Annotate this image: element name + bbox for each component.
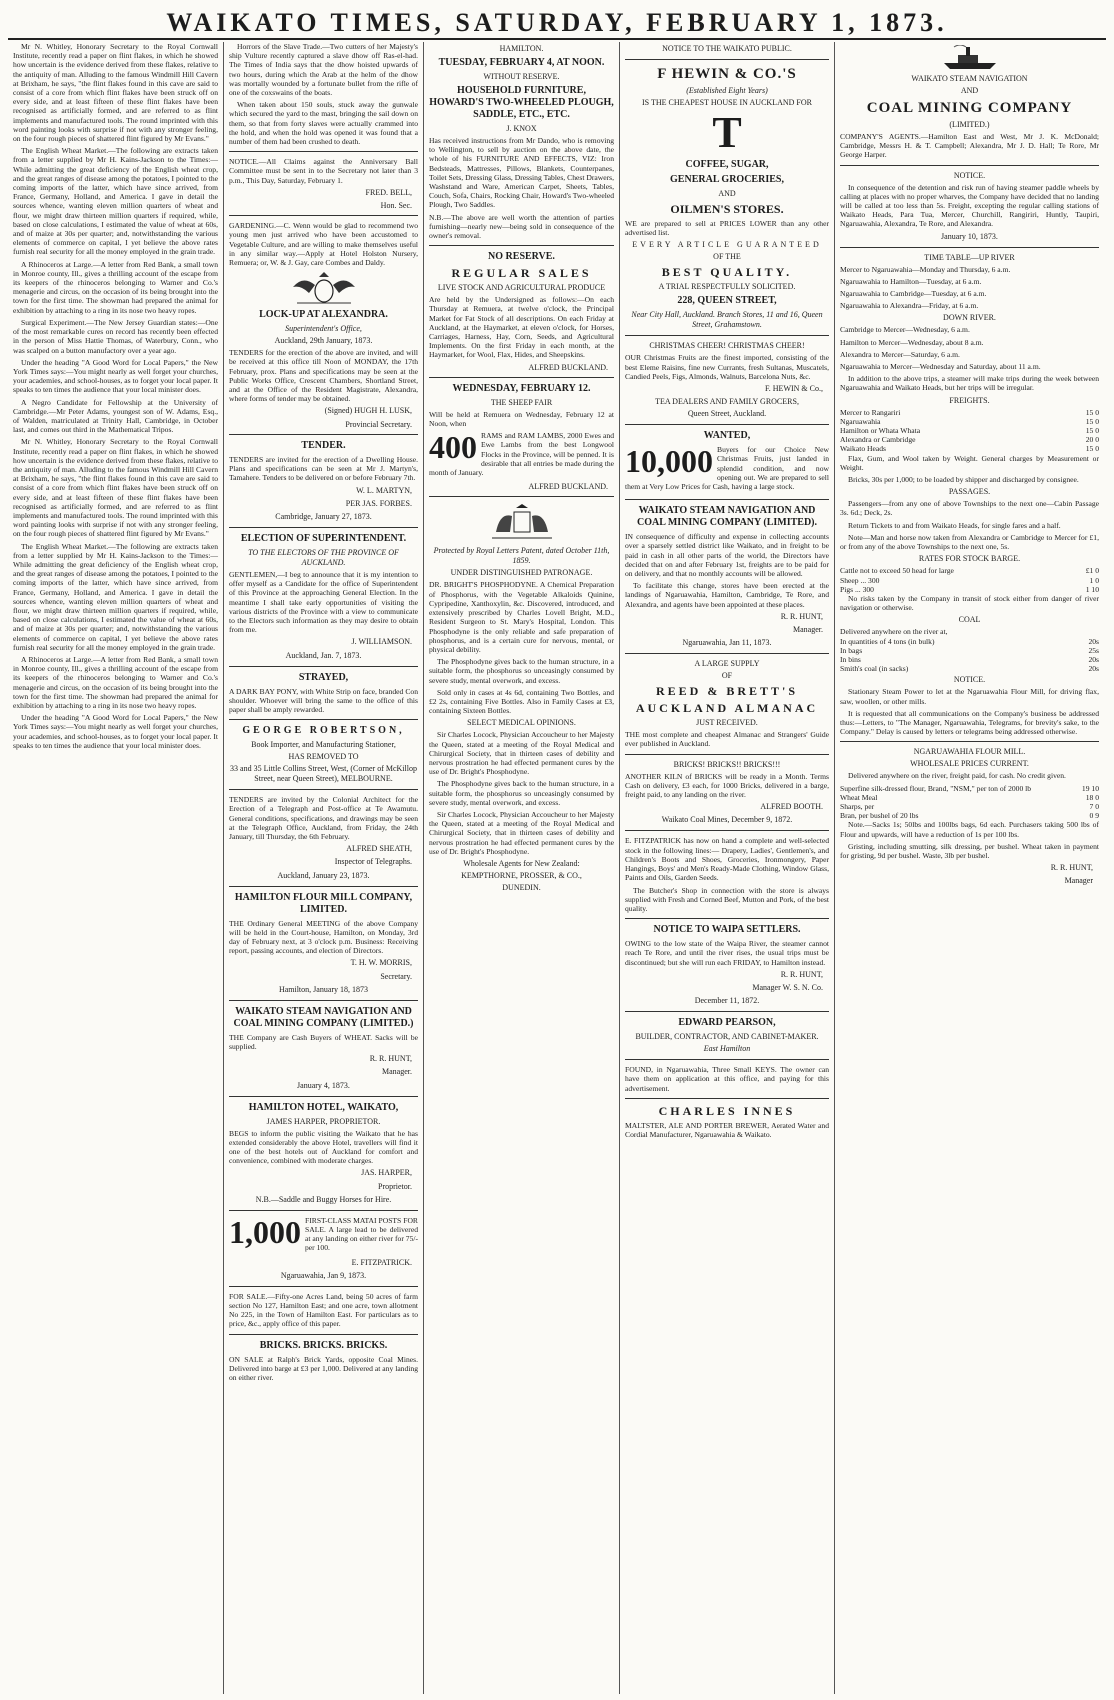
near-city-hall: Near City Hall, Auckland. Branch Stores, 11 and 16, Queen Street, Grahamstown. <box>631 310 823 330</box>
medical-opinions-heading: SELECT MEDICAL OPINIONS. <box>467 718 576 728</box>
christmas-signature: F. HEWIN & Co., <box>764 384 823 394</box>
auctioneer-name: J. KNOX <box>506 124 537 133</box>
timetable-note: In addition to the above trips, a steamer will make trips during the week between Ngaruawahia and Waikato Heads, but her trips will be irregular. <box>840 374 1099 393</box>
lockup-body: TENDERS for the erection of the above are invited, and will be received at this office till Noon of MONDAY, the 17th February, prox. Plans and specifications may be seen at the Public Works Office, Crescent Chambers, Shortland Street, and at the Office of the Resident Magistrate, Alexandra, where forms of tender may be obtained. <box>229 348 418 404</box>
telegraph-date: Auckland, January 23, 1873. <box>277 870 370 880</box>
bricks-heading: BRICKS. BRICKS. BRICKS. <box>259 1339 388 1351</box>
medical-opinions-body: Sir Charles Locock, Physician Accoucheur to her Majesty the Queen, stated at a meeting of the Royal Medical and Chirurgical Society, that in thirteen cases of debility and nervous prostration he had effected permanent cures by the use of Dr. Bright's Phosphodyne. <box>429 730 614 777</box>
and-word: AND <box>718 189 736 198</box>
flour-delivery: Delivered anywhere on the river, freight paid, for cash. No credit given. <box>848 771 1066 781</box>
article-local-papers-cont: Under the heading "A Good Word for Local Papers," the New York Times says:—You might nearly as well forget your churches, your academies, and school-houses, as to forget your local paper. It speaks to ten times the audience that your local minister does. <box>13 713 218 750</box>
newspaper-title: WAIKATO TIMES, SATURDAY, FEBRUARY 1, 1873. <box>166 8 948 37</box>
wholesale-agents: Wholesale Agents for New Zealand: <box>463 858 580 868</box>
wsn-wheat-heading: WAIKATO STEAM NAVIGATION AND COAL MINING COMPANY (LIMITED.) <box>233 1005 414 1029</box>
patronage-line: UNDER DISTINGUISHED PATRONAGE. <box>450 568 593 578</box>
flour-prices-table <box>840 784 1099 821</box>
hotel-signature-title: Proprietor. <box>378 1181 412 1191</box>
passages-heading: PASSAGES. <box>948 487 991 497</box>
divider <box>229 1096 418 1097</box>
sheep-fair-heading: THE SHEEP FAIR <box>490 397 553 407</box>
columns <box>8 42 1106 1694</box>
lockup-signature-title: Provincial Secretary. <box>345 419 412 429</box>
column-4-trade <box>619 42 834 1694</box>
bricks-body: ON SALE at Ralph's Brick Yards, opposite Coal Mines. Delivered into barge at £3 per 1,000. Delivered at any landing on either river. <box>229 1354 418 1383</box>
bricks-rate: Bricks, 30s per 1,000; to be loaded by shipper and discharged by consignee. <box>848 475 1079 485</box>
waipa-heading: NOTICE TO WAIPA SETTLERS. <box>653 924 801 936</box>
flour-mill-heading: HAMILTON FLOUR MILL COMPANY, LIMITED. <box>234 891 413 915</box>
election-heading: ELECTION OF SUPERINTENDENT. <box>240 532 407 544</box>
divider <box>625 653 829 654</box>
just-received: JUST RECEIVED. <box>696 718 758 728</box>
wsn-freight-date: Ngaruawahia, Jan 11, 1873. <box>682 638 772 648</box>
supply-of: OF <box>721 671 733 681</box>
article-wheat-market-cont: The English Wheat Market.—The following are extracts taken from a letter supplied by Mr H. Kains-Jackson to the Times:—While admitting the great deficiency of the English wheat crop, and the great ranges of disease among the potatoes, I pointed to the coming imports of the latter, which have since arrived, from France, Germany, Holland, and America. I gave in detail the sources whence, wanting eleven million quarters of wheat and flour, we might draw thirteen million quarters if required, while, based on close calculations, I estimated the value of wheat at 60s, and of maize at 30s per quarter; and, notwithstanding the various elements of commerce on capital, I yet believe the above rates furnish real security for all the money employed in the grain trade. <box>13 541 218 652</box>
phosphodyne-body-2: The Phosphodyne gives back to the human structure, in a suitable form, the phosphorus so unceasingly consumed by severe study, mental overwork, and excess. <box>429 657 614 685</box>
notice-heading: NOTICE. <box>953 170 986 180</box>
general-groceries: GENERAL GROCERIES, <box>670 174 784 185</box>
rams-body: RAMS and RAM LAMBS, 2000 Ewes and Ewe Lambs from the best Longwool Flocks in the Province, will be penned. It is desirable that all entries be made during the month of January. <box>429 431 614 478</box>
cheapest-house: IS THE CHEAPEST HOUSE IN AUCKLAND FOR <box>642 98 812 107</box>
wanted-heading: WANTED, <box>703 430 751 442</box>
table-row: Wheat Meal 18 0 <box>840 792 1099 802</box>
auction-place: HAMILTON. <box>499 44 544 53</box>
innes-name: CHARLES INNES <box>658 1103 796 1118</box>
divider <box>229 151 418 152</box>
robertson-address: 33 and 35 Little Collins Street, West, (Corner of McKillop Street, near Queen Street), MELBOURNE. <box>230 764 417 784</box>
divider <box>429 377 614 378</box>
of-the: OF THE <box>713 252 741 262</box>
hotel-signature: JAS. HARPER, <box>361 1168 412 1178</box>
timetable-up-1: Mercer to Ngaruawahia—Monday and Thursday, 6 a.m. <box>840 264 1011 274</box>
no-reserve-heading: NO RESERVE. <box>488 251 555 263</box>
coal-table <box>840 627 1099 673</box>
table-row: Hamilton or Whata Whata 15 0 <box>840 426 1099 436</box>
article-surgical-experiment: Surgical Experiment.—The New Jersey Guardian states:—One of the most remarkable cures on record has recently been effected in the person of Miss Hattie Thomas, of Waterbury, Conn., who was scalped on a button manufactory over a year ago. <box>13 317 218 355</box>
column-2-notices <box>223 42 423 1694</box>
trial-solicited: A TRIAL RESPECTFULLY SOLICITED. <box>658 282 796 292</box>
freights-note: Flax, Gum, and Wool taken by Weight. General charges by Measurement or Weight. <box>840 453 1099 472</box>
timetable-up-2: Ngaruawahia to Hamilton—Tuesday, at 6 a.m. <box>840 276 982 286</box>
tender-date: Cambridge, January 27, 1873. <box>275 511 372 521</box>
table-row: Mercer to Rangariri 15 0 <box>840 407 1099 417</box>
bricks-kiln-date: Waikato Coal Mines, December 9, 1872. <box>661 815 793 825</box>
christmas-body: OUR Christmas Fruits are the finest imported, consisting of the best Eleme Raisins, fine new Currants, fresh Sultanas, Muscatels, Candied Peels, Figs, Almonds, Walnuts, Barcelona Nuts, &c. <box>625 353 829 381</box>
christmas-signature-2: TEA DEALERS AND FAMILY GROCERS, <box>655 397 799 407</box>
wsn-freight-body-2: To facilitate this change, stores have been erected at the landings of Ngaruawahia, Hamilton, Cambridge, Te Rore, and Alexandra, and agents have been appointed at these places. <box>625 581 829 609</box>
bricks-kiln-heading: BRICKS! BRICKS!! BRICKS!!! <box>673 759 781 769</box>
divider <box>625 335 829 336</box>
hotel-proprietor: JAMES HARPER, PROPRIETOR. <box>266 1116 381 1126</box>
land-sale-body: FOR SALE.—Fifty-one Acres Land, being 50 acres of farm section No 127, Hamilton East; and one acre, town allotment No 225, in the Town of Hamilton East. For particulars as to price, &c., apply office of this paper. <box>229 1291 418 1329</box>
divider <box>229 1000 418 1001</box>
wsn-wheat-date: January 4, 1873. <box>297 1080 350 1090</box>
article-rhinoceros: A Rhinoceros at Large.—A letter from Red Bank, a small town in Monroe county, Ill., gives a thrilling account of the escape from its keepers of the rhinoceros belonging to Warner and Co.'s menagerie and circus, on the occasion of its being brought into the town for the first time. The showman had prepared the animal for exhibition by attaching to a ring in its nose two heavy ropes. <box>13 259 218 315</box>
auckland-almanac: AUCKLAND ALMANAC <box>635 701 819 716</box>
flour-mill-2-heading: NGARUAWAHIA FLOUR MILL. <box>913 747 1026 757</box>
innes-body: MALTSTER, ALE AND PORTER BREWER, Aerated Water and Cordial Manufacturer, Ngaruawahia & Waikato. <box>625 1120 829 1139</box>
flour-mill-signature: T. H. W. MORRIS, <box>350 958 412 968</box>
article-rhinoceros-cont: A Rhinoceros at Large.—A letter from Red Bank, a small town in Monroe county, Ill., gives a thrilling account of the escape from its keepers of the rhinoceros belonging to Warner and Co.'s menagerie and circus, on the occasion of its being brought into the town for the first time. The showman had prepared the animal for exhibition by attaching to a ring in its nose two heavy ropes. <box>13 655 218 711</box>
table-row: Pigs ... 300 1 10 <box>840 584 1099 594</box>
table-row: Smith's coal (in sacks) 20s <box>840 664 1099 674</box>
notice-2-body: Stationary Steam Power to let at the Ngaruawahia Flour Mill, for driving flax, saw, woollen, or other mills. <box>840 687 1099 706</box>
telegraph-tender: TENDERS are invited by the Colonial Architect for the Erection of a Telegraph and Post-office at Te Awamutu. General conditions, specifications, and drawings may be seen at the Telegraph Office, Auckland, from Friday, the 24th January, till Thursday, the 6th February. <box>229 795 418 841</box>
flour-mill-date: Hamilton, January 18, 1873 <box>278 984 369 994</box>
pearson-trade: BUILDER, CONTRACTOR, AND CABINET-MAKER. <box>635 1032 819 1042</box>
wanted-body: Buyers for our Choice New Christmas Fruits, just landed in splendid condition, and now opening out. We are prepared to sell them at Very Low Prices for Cash, having a large stock. <box>625 445 829 492</box>
column-1-news <box>8 42 223 1694</box>
ball-notice: NOTICE.—All Claims against the Anniversary Ball Committee must be sent in to the Secretary not later than 3 p.m., This Day, Saturday, February 1. <box>229 157 418 185</box>
passages-note: Note—Man and horse now taken from Alexandra or Cambridge to Mercer for £1, or from any of the above Townships to the next one, 5s. <box>840 532 1099 552</box>
divider <box>229 719 418 720</box>
ball-notice-title: Hon. Sec. <box>380 201 412 211</box>
flour-mill-body: THE Ordinary General MEETING of the above Company will be held in the Court-house, Hamilton, on Monday, 3rd day of February next, at 3 o'clock p.m. Business: Receiving report, passing accounts, and election of Directors. <box>229 918 418 956</box>
wsn-wheat-signature: R. R. HUNT, <box>369 1054 412 1064</box>
sheep-fair-date: WEDNESDAY, FEBRUARY 12. <box>452 382 591 394</box>
robertson-name: GEORGE ROBERTSON, <box>242 725 405 737</box>
company-and: AND <box>960 86 979 95</box>
telegraph-signature-title: Inspector of Telegraphs. <box>334 857 412 867</box>
divider <box>429 245 614 246</box>
waipa-body: OWING to the low state of the Waipa River, the steamer cannot reach Te Rore, and until the river rises, the usual trips must be discontinued; but she will run each FRIDAY, to Hamilton instead. <box>625 939 829 967</box>
wholesale-prices: WHOLESALE PRICES CURRENT. <box>910 759 1029 769</box>
tender-signature: W. L. MARTYN, <box>356 485 412 495</box>
buckland-signature: ALFRED BUCKLAND. <box>528 362 608 372</box>
rams-number: 400 <box>429 429 477 466</box>
divider <box>429 496 614 497</box>
auction-without-reserve: WITHOUT RESERVE. <box>483 72 560 81</box>
telegraph-signature: ALFRED SHEATH, <box>346 844 412 854</box>
wsn-wheat-signature-title: Manager. <box>382 1067 412 1077</box>
almanac-body: THE most complete and cheapest Almanac and Strangers' Guide ever published in Auckland. <box>625 730 829 749</box>
royal-arms-icon <box>429 502 614 542</box>
buckland-signature-2: ALFRED BUCKLAND. <box>528 482 608 492</box>
public-notice-heading: NOTICE TO THE WAIKATO PUBLIC. <box>662 44 792 53</box>
article-flint-flakes: Mr N. Whitley, Honorary Secretary to the Royal Cornwall Institute, recently read a paper on flint flakes, in which he showed how uncertain is the evidence derived from these flakes, relative to the antiquity of man. Alluding to the famous Windmill Hill Cavern at Brixham, he says, "the flint flakes found in this cave are said to consist of a core from which flint flakes have been struck off on every side, and at least fifteen of these flint flakes have been recognised as artificially formed, and are referred to as flint implements and manufactured tools. The round imprinted with this word painting looks with surprise if not with any stronger feeling, on the four rough pieces of shattered flint figured by Mr Evans." <box>13 42 218 144</box>
final-signature-title: Manager <box>1064 876 1093 886</box>
divider <box>229 527 418 528</box>
christmas-heading: CHRISTMAS CHEER! CHRISTMAS CHEER! <box>649 341 805 351</box>
phosphodyne-body-3: Sold only in cases at 4s 6d, containing Two Bottles, and £2 2s, containing Five Bottles. Also in Family Cases at £3, containing Sixteen Bottles. <box>429 687 614 716</box>
notice-date: January 10, 1873. <box>941 231 998 241</box>
regular-sales-body: Are held by the Undersigned as follows:—On each Thursday at Remuera, at twelve o'clock, the Principal Market for Fat Stock of all descriptions. On each Friday at Auckland, at the Haymarket, at eleven o'clock, for Horses, Carriages, Harness, Hay, Corn, Seeds, and Agricultural Implements. On the first Friday in each month, at the Haymarket, for Wool, Flax, Hides, and Sheepskins. <box>429 295 614 360</box>
divider <box>625 1059 829 1060</box>
furniture-note: N.B.—The above are well worth the attention of parties furnishing—nearly new—being sold in consequence of the owner's removal. <box>429 212 614 241</box>
divider <box>229 666 418 667</box>
column-3-auctions <box>423 42 619 1694</box>
posts-signature: E. FITZPATRICK. <box>351 1257 412 1267</box>
butcher-body: The Butcher's Shop in connection with the store is always supplied with Fresh and Corned Beef, Mutton and Pork, of the best quality. <box>625 885 829 913</box>
strayed-heading: STRAYED, <box>298 671 349 683</box>
table-row: In bags 25s <box>840 645 1099 655</box>
flour-mill-signature-title: Secretary. <box>380 971 412 981</box>
wsn-freight-signature: R. R. HUNT, <box>780 611 823 621</box>
kempthorne-name: KEMPTHORNE, PROSSER, & CO., <box>461 870 582 880</box>
lockup-signature: (Signed) HUGH H. LUSK, <box>324 406 412 416</box>
flour-note: Note.—Sacks 1s; 50lbs and 100lbs bags, 6d each. Purchasers taking 500 lbs of Flour and upwards, will have a reduction of 1s per 100 lbs. <box>840 820 1099 839</box>
coal-mining-company: COAL MINING COMPANY <box>866 100 1073 116</box>
phosphodyne-body-2b: The Phosphodyne gives back to the human structure, in a suitable form, the phosphorus so unceasingly consumed by severe study, mental overwork, and excess. <box>429 779 614 807</box>
wsn-freight-signature-title: Manager. <box>793 625 823 635</box>
timetable-heading: TIME TABLE—UP RIVER <box>924 252 1015 262</box>
timetable-up-3: Ngaruawahia to Cambridge—Tuesday, at 6 a.m. <box>840 289 987 299</box>
table-row: Bran, per bushel of 20 lbs 0 9 <box>840 811 1099 821</box>
phosphodyne-body: DR. BRIGHT'S PHOSPHODYNE. A Chemical Preparation of Phosphorus, with the Vegetable Alkaloids Quinine, Cypripedine, Xanthoxylin, &c. Discovered, introduced, and extensively prescribed by Charles Lovell Bright, M.D., Resident Surgeon to St. Mary's Hospital, London. This Phosphodyne is the only reliable and safe preparation of phosphorus, and is a certain cure for nervous, mental, or physical debility. <box>429 580 614 654</box>
every-article: EVERY ARTICLE GUARANTEED <box>632 240 822 250</box>
table-row: Alexandra or Cambridge 20 0 <box>840 435 1099 445</box>
article-cambridge-candidate: A Negro Candidate for Fellowship at the University of Cambridge.—Mr Peter Adams, youngest son of W. Adams, Esq., of Walden, matriculated at Trinity Hall, Cambridge, in October last, and comes out third in the Mathematical Tripos. <box>13 397 218 435</box>
large-supply: A LARGE SUPPLY <box>694 659 760 669</box>
divider <box>229 1286 418 1287</box>
regular-sales-heading: REGULAR SALES <box>451 266 592 281</box>
tender-body: TENDERS are invited for the erection of a Dwelling House. Plans and specifications can be seen at Mr J. Martyn's, Tamahere. Tenders to be delivered on or before February 7th. <box>229 454 418 483</box>
communications-note: It is requested that all communications on the Company's business be addressed thus:—Letters, to "The Manager, Ngaruawahia, Telegrams, for brevity's sake, to the Company." Delay is caused by letters or telegrams being addressed otherwise. <box>840 708 1099 737</box>
queen-street: 228, QUEEN STREET, <box>677 295 777 307</box>
lockup-heading: LOCK-UP AT ALEXANDRA. <box>259 309 388 321</box>
steamer-icon <box>840 45 1099 71</box>
notice-2-heading: NOTICE. <box>953 675 986 685</box>
company-name: WAIKATO STEAM NAVIGATION <box>911 74 1028 83</box>
return-tickets: Return Tickets to and from Waikato Heads, for single fares and a half. <box>848 520 1061 530</box>
divider <box>229 434 418 435</box>
divider <box>625 1011 829 1012</box>
prices-lower: WE are prepared to sell at PRICES LOWER than any other advertised list. <box>625 219 829 238</box>
tender-heading: TENDER. <box>301 439 346 451</box>
divider <box>625 830 829 831</box>
robertson-removed: HAS REMOVED TO <box>288 752 359 762</box>
company-agents: COMPANY'S AGENTS.—Hamilton East and West, Mr J. K. McDonald; Cambridge, Messrs H. & T. Campbell; Alexandra, Mr J. D. Hall; Te Rore, Mr George Harper. <box>840 132 1099 160</box>
divider <box>840 247 1099 248</box>
timetable-up-4: Ngaruawahia to Alexandra—Friday, at 6 a.m. <box>840 301 979 311</box>
patent-line: Protected by Royal Letters Patent, dated October 11th, 1859. <box>433 546 610 566</box>
divider <box>229 215 418 216</box>
table-row: In bins 20s <box>840 654 1099 664</box>
divider <box>625 918 829 919</box>
coal-heading: COAL <box>958 615 981 625</box>
divider <box>625 1098 829 1099</box>
hotel-note: N.B.—Saddle and Buggy Horses for Hire. <box>255 1194 392 1204</box>
risk-note: No risks taken by the Company in transit of stock either from danger of river navigation or otherwise. <box>840 593 1099 613</box>
strayed-body: A DARK BAY PONY, with White Strip on face, branded Con shoulder. Whoever will bring the same to the office of this paper shall be amply rewarded. <box>229 686 418 714</box>
election-sub: TO THE ELECTORS OF THE PROVINCE OF AUCKLAND. <box>248 547 399 567</box>
table-row: Superfine silk-dressed flour, Brand, "NSM," per ton of 2000 lb 19 10 <box>840 783 1099 793</box>
waipa-signature-title: Manager W. S. N. Co. <box>752 982 823 992</box>
hewin-established: (Established Eight Years) <box>686 86 768 95</box>
stock-barge-table <box>840 566 1099 594</box>
robertson-trade: Book Importer, and Manufacturing Stationer, <box>251 740 396 750</box>
lockup-office: Superintendent's Office, <box>285 324 362 334</box>
bricks-kiln-body: ANOTHER KILN of BRICKS will be ready in a Month. Terms Cash on delivery, £3 each, for 1000 Bricks, delivered in a barge, freight paid, to any landing on the river. <box>625 771 829 800</box>
timetable-down-2: Hamilton to Mercer—Wednesday, about 8 a.m. <box>840 337 984 347</box>
posts-number: 1,000 <box>229 1213 301 1250</box>
wsn-freight-body: IN consequence of difficulty and expense in collecting accounts over a sparsely settled district like Waikato, and in freight to be paid in cash in all other parts of the world, the Directors have decided that on and after February 1st, freights are to be paid for on delivery, and that no monthly accounts will be allowed. <box>625 532 829 579</box>
ball-notice-signature: FRED. BELL, <box>365 187 412 197</box>
table-row: Waikato Heads 15 0 <box>840 444 1099 454</box>
furniture-body: Has received instructions from Mr Dando, who is removing to Wellington, to sell by auction on the above date, the whole of his FURNITURE AND EFFECTS, VIZ: Iron Bedsteads, Mattresses, Pillows, Blankets, Counterpanes, Toilet Sets, Dressing Glass, Dressing Tables, Chest Drawers, Washstand and Ware, American Carpet, Sheets, Tables, Couch, Sofa, Chairs, Rocking Chair, Howard's Two-wheeled Plough, Two Saddles. <box>429 136 614 210</box>
best-quality: BEST QUALITY. <box>661 265 793 280</box>
pearson-place: East Hamilton <box>703 1044 751 1054</box>
gristing-note: Gristing, including smutting, silk dressing, per bushel. Wheat taken in payment for gristing, 9d per bushel. Waste, 3lb per bushel. <box>840 841 1099 860</box>
notice-body: In consequence of the detention and risk run of having steamer paddle wheels by calling at places with no proper wharves, the Company have decided that no landing will be called at too less than 5s. Freight, excepting the regular calling stations of Waikato Heads, Para Tua, Mercer, Churchill, Rangiriri, Huntly, Taupiri, Ngaruawahia, Alexandra, Te Rore, and Alexandra. <box>840 182 1099 229</box>
tender-signature-2: PER JAS. FORBES. <box>345 498 412 508</box>
furniture-heading: HOUSEHOLD FURNITURE, HOWARD'S TWO-WHEELED PLOUGH, SADDLE, ETC., ETC. <box>429 85 614 120</box>
bricks-kiln-signature: ALFRED BOOTH. <box>760 802 823 812</box>
final-signature: R. R. HUNT, <box>1050 863 1093 873</box>
hewin-name: F HEWIN & CO.'S <box>657 66 797 82</box>
masthead <box>8 8 1106 40</box>
medical-opinions-body-2: Sir Charles Locock, Physician Accoucheur to her Majesty the Queen, stated at a meeting of the Royal Medical and Chirurgical Society, that in thirteen cases of debility and nervous prostration he had effected permanent cures by the use of Dr. Bright's Phosphodyne. <box>429 809 614 856</box>
auction-date: TUESDAY, FEBRUARY 4, AT NOON. <box>438 57 605 68</box>
down-river-heading: DOWN RIVER. <box>943 313 996 323</box>
posts-body: FIRST-CLASS MATAI POSTS FOR SALE. A large lead to be delivered at any landing on either river for 75/- per 100. <box>305 1215 418 1253</box>
timetable-down-4: Ngaruawahia to Mercer—Wednesday and Saturday, about 11 a.m. <box>840 362 1041 372</box>
table-row: Sheep ... 300 1 0 <box>840 575 1099 585</box>
waipa-signature: R. R. HUNT, <box>780 969 823 979</box>
divider <box>625 754 829 755</box>
divider <box>229 1334 418 1335</box>
divider <box>625 424 829 425</box>
regular-sales-sub: LIVE STOCK AND AGRICULTURAL PRODUCE <box>437 283 606 293</box>
royal-crest-icon <box>229 271 418 305</box>
wsn-freight-heading: WAIKATO STEAM NAVIGATION AND COAL MINING COMPANY (LIMITED). <box>637 505 817 529</box>
divider <box>229 789 418 790</box>
passages-body: Passengers—from any one of above Townships to the next one—Cabin Passage 3s. 6d.; Deck, 2s. <box>840 499 1099 518</box>
divider <box>625 59 829 60</box>
oilmens-stores: OILMEN'S STORES. <box>670 202 784 216</box>
article-slave-trade: Horrors of the Slave Trade.—Two cutters of her Majesty's ship Vulture recently captured a slave dhow off Ras-el-had. The Times of India says that the dhow hoisted upwards of two hours, during which the Arab at the helm of the dhow was mortally wounded by a fortunate bullet from the rifle of one of the coxswains of the boats. <box>229 42 418 98</box>
divider <box>229 1210 418 1211</box>
column-5-steam-company <box>834 42 1104 1694</box>
divider <box>625 499 829 500</box>
article-flint-flakes-cont: Mr N. Whitley, Honorary Secretary to the Royal Cornwall Institute, recently read a paper on flint flakes, in which he showed how uncertain is the evidence derived from these flakes, relative to the antiquity of man. Alluding to the famous Windmill Hill Cavern at Brixham, he says, "the flint flakes found in this cave are said to consist of a core from which flint flakes have been struck off on every side, and at least fifteen of these flint flakes have been recognised as artificially formed, and are referred to as flint implements and manufactured tools. The round imprinted with this word painting looks with surprise if not with any stronger feeling, on the four rough pieces of shattered flint figured by Mr Evans." <box>13 437 218 539</box>
wanted-number: 10,000 <box>625 443 713 480</box>
dunedin-line: DUNEDIN. <box>502 882 541 892</box>
christmas-signature-3: Queen Street, Auckland. <box>687 409 767 419</box>
divider <box>840 741 1099 742</box>
posts-date: Ngaruawahia, Jan 9, 1873. <box>280 1270 367 1280</box>
timetable-down-1: Cambridge to Mercer—Wednesday, 6 a.m. <box>840 325 970 335</box>
found-keys-body: FOUND, in Ngaruawahia, Three Small KEYS. The owner can have them on application at this office, and paying for this advertisement. <box>625 1065 829 1093</box>
article-slave-trade-2: When taken about 150 souls, stuck away the gunwale which secured the yard to the mast, bringing the sail down on them, so that from forty slaves were actually crammed into the hold, and when the hold was opened it was found that a number of them had been crushed to death. <box>229 100 418 147</box>
table-row: Ngaruawahia 15 0 <box>840 416 1099 426</box>
waipa-date: December 11, 1872. <box>694 996 760 1006</box>
wsn-wheat-body: THE Company are Cash Buyers of WHEAT. Sacks will be supplied. <box>229 1032 418 1051</box>
election-body: GENTLEMEN,—I beg to announce that it is my intention to offer myself as a Candidate for the office of Superintendent of this Province at the approaching General Election. In the meantime I shall take early opportunities of visiting the various districts of the Province with a view to communicate to the Electors such information as they may desire to obtain from me. <box>229 569 418 635</box>
reed-brett: REED & BRETT'S <box>655 684 799 699</box>
hotel-body: BEGS to inform the public visiting the Waikato that he has extended considerably the above Hotel, travellers will find it one of the best hotels out of Auckland for comfort and convenience, combined with moderate charges. <box>229 1128 418 1166</box>
table-row: Cattle not to exceed 50 head for large £1 0 <box>840 566 1099 576</box>
table-row: Sharps, per 7 0 <box>840 801 1099 811</box>
divider <box>840 165 1099 166</box>
election-date: Auckland, Jan. 7, 1873. <box>285 650 362 660</box>
table-row: Delivered anywhere on the river at, <box>840 627 948 637</box>
freights-heading: FREIGHTS. <box>949 395 990 405</box>
election-signature: J. WILLIAMSON. <box>351 637 412 647</box>
article-wheat-market: The English Wheat Market.—The following are extracts taken from a letter supplied by Mr H. Kains-Jackson to the Times:—While admitting the great deficiency of the English wheat crop, and the great ranges of disease among the potatoes, I pointed to the coming imports of the latter, which have since arrived, from France, Germany, Holland, and America. I gave in detail the sources whence, wanting eleven million quarters of wheat and flour, we might draw thirteen million quarters if required, while, based on close calculations, I estimated the value of wheat at 60s, and of maize at 30s per quarter; and, notwithstanding the various elements of commerce on capital, I yet believe the above rates furnish real security for all the money employed in the grain trade. <box>13 146 218 257</box>
timetable-down-3: Alexandra to Mercer—Saturday, 6 a.m. <box>840 349 960 359</box>
article-local-papers: Under the heading "A Good Word for Local Papers," the New York Times says:—You might nearly as well forget your churches, your academies, and school-houses, as to forget your local paper. It speaks to ten times the audience that your local minister does. <box>13 357 218 395</box>
company-limited: (LIMITED.) <box>949 120 990 129</box>
gardening-notice: GARDENING.—C. Wenn would be glad to recommend two young men just arrived who have been accustomed to Vegetable Culture, and are willing to make themselves useful in any similar way.—Apply at Hotel Holston Nursery, Remuera; or, W. & J. Gay, care Combes and Daldy. <box>229 221 418 268</box>
fitzpatrick-body: E. FITZPATRICK has now on hand a complete and well-selected stock in the following lines:— Drapery, Ladies', Gentlemen's, and Children's Boots and Shoes, Groceries, Ironmongery, Paper Hangings, Boys' and Men's Ready-Made Clothing, Window Glass, Paints and Oils, Garden Seeds. <box>625 836 829 883</box>
tea-letter: T <box>712 108 742 157</box>
table-row: In quantities of 4 tons (in bulk) 20s <box>840 636 1099 646</box>
freights-table <box>840 408 1099 454</box>
hotel-heading: HAMILTON HOTEL, WAIKATO, <box>248 1101 399 1113</box>
pearson-name: EDWARD PEARSON, <box>678 1017 776 1029</box>
lockup-date: Auckland, 29th January, 1873. <box>274 336 373 346</box>
coffee-sugar: COFFEE, SUGAR, <box>685 159 769 170</box>
sheep-fair-body: Will be held at Remuera on Wednesday, February 12 at Noon, when <box>429 409 614 429</box>
divider <box>229 886 418 887</box>
stock-barge-heading: RATES FOR STOCK BARGE. <box>918 554 1021 564</box>
